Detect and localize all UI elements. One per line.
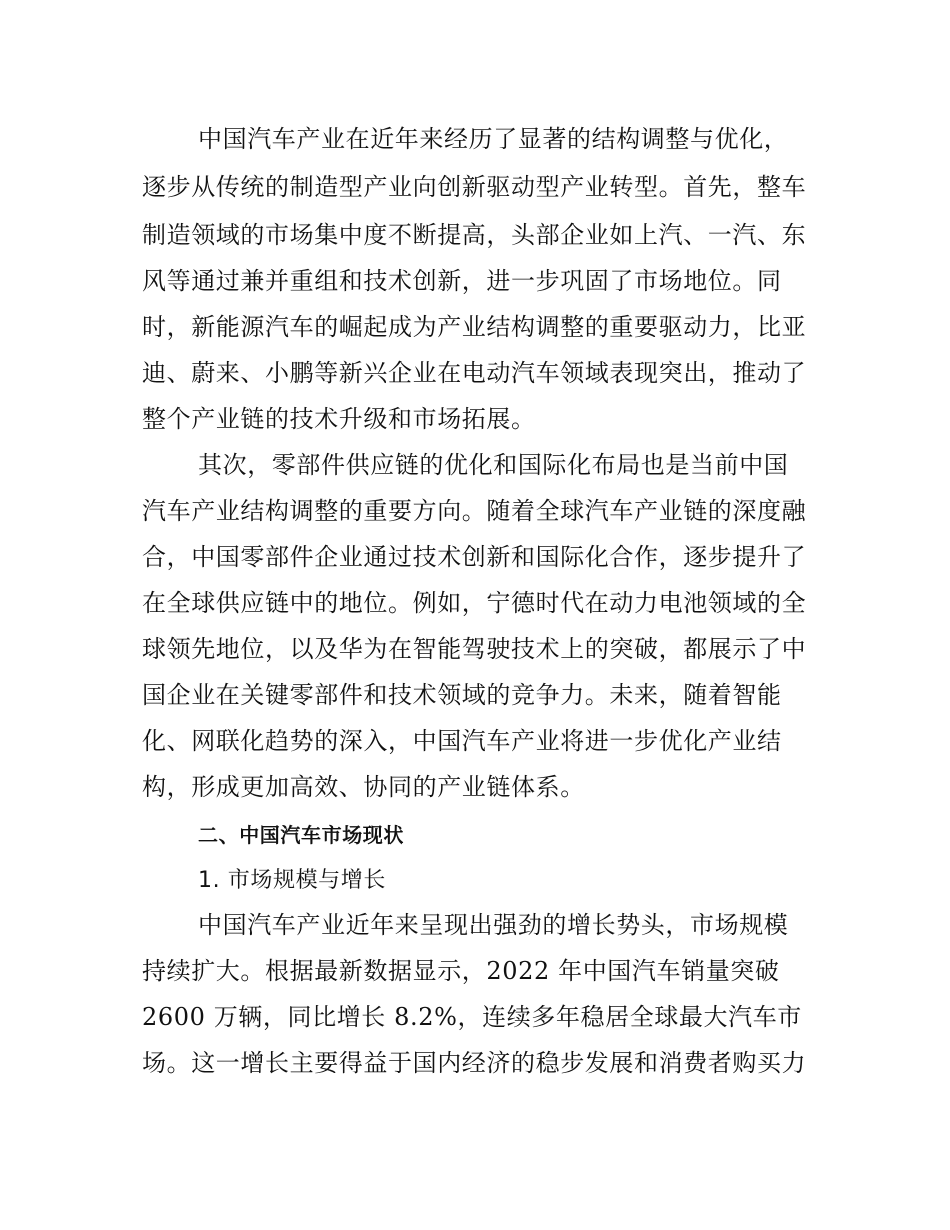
paragraph-1-line-2: 逐步从传统的制造型产业向创新驱动型产业转型。首先，整车 [142, 173, 807, 201]
paragraph-2-line-5: 球领先地位，以及华为在智能驾驶技术上的突破，都展示了中 [142, 635, 807, 663]
paragraph-1-line-4: 风等通过兼并重组和技术创新，进一步巩固了市场地位。同 [142, 267, 782, 295]
paragraph-1-line-5: 时，新能源汽车的崛起成为产业结构调整的重要驱动力，比亚 [142, 313, 807, 341]
paragraph-3-line-4: 场。这一增长主要得益于国内经济的稳步发展和消费者购买力 [142, 1049, 807, 1077]
paragraph-2-line-3: 合，中国零部件企业通过技术创新和国际化合作，逐步提升了 [142, 543, 807, 571]
paragraph-2-line-2: 汽车产业结构调整的重要方向。随着全球汽车产业链的深度融 [142, 497, 807, 525]
subsection-heading: 1. 市场规模与增长 [198, 868, 386, 893]
paragraph-2-line-7: 化、网联化趋势的深入，中国汽车产业将进一步优化产业结 [142, 727, 782, 755]
paragraph-2-line-1: 其次，零部件供应链的优化和国际化布局也是当前中国 [198, 451, 789, 479]
paragraph-1-line-6: 迪、蔚来、小鹏等新兴企业在电动汽车领域表现突出，推动了 [142, 359, 807, 387]
paragraph-2-line-4: 在全球供应链中的地位。例如，宁德时代在动力电池领域的全 [142, 589, 807, 617]
paragraph-1-line-3: 制造领域的市场集中度不断提高，头部企业如上汽、一汽、东 [142, 221, 807, 249]
paragraph-1-line-7: 整个产业链的技术升级和市场拓展。 [142, 405, 536, 433]
paragraph-3-line-2: 持续扩大。根据最新数据显示，2022 年中国汽车销量突破 [142, 957, 780, 985]
paragraph-3-line-3: 2600 万辆，同比增长 8.2%，连续多年稳居全球最大汽车市 [142, 1003, 802, 1031]
paragraph-2-line-6: 国企业在关键零部件和技术领域的竞争力。未来，随着智能 [142, 681, 782, 709]
paragraph-3-line-1: 中国汽车产业近年来呈现出强劲的增长势头，市场规模 [198, 911, 789, 939]
paragraph-1-line-1: 中国汽车产业在近年来经历了显著的结构调整与优化， [198, 125, 789, 153]
paragraph-2-line-8: 构，形成更加高效、协同的产业链体系。 [142, 773, 585, 801]
section-heading: 二、中国汽车市场现状 [198, 823, 404, 847]
